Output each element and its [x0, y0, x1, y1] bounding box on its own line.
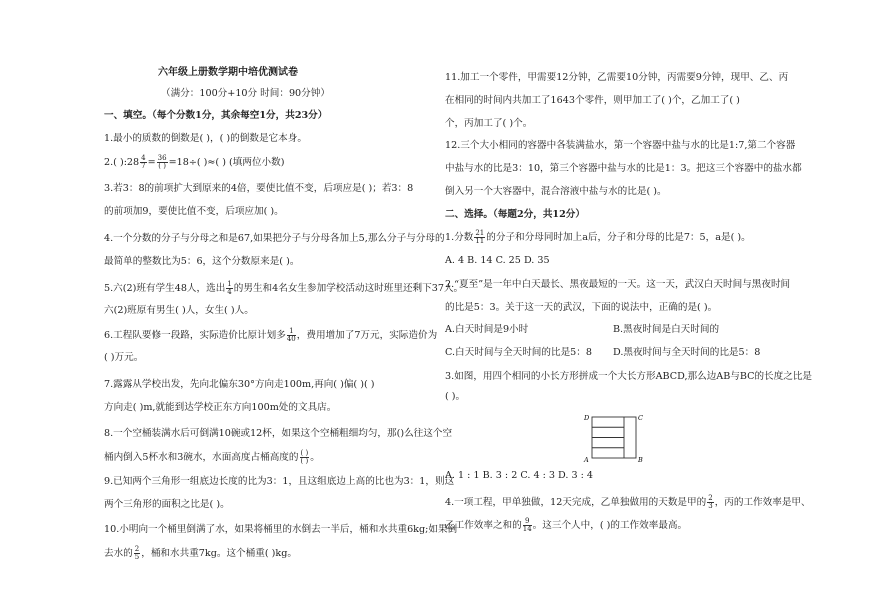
choice-2-line-2: 的比是5：3。关于这一天的武汉，下面的说法中，正确的是( )。: [445, 302, 718, 313]
choice-3-line-2: ( )。: [445, 391, 466, 402]
q2-frac2-num: 36: [157, 154, 167, 162]
c1-text-b: 的分子和分母同时加上a后，分子和分母的比是7：5，a是( )。: [486, 232, 751, 243]
q8-text-a: 桶内倒入5杯水和3碗水，水面高度占桶高度的: [104, 452, 299, 463]
question-3-line-1: 3.若3：8的前项扩大到原来的4倍，要使比值不变，后项应是( )；若3：8: [104, 183, 414, 194]
q8-fraction: [300, 450, 310, 465]
q8-frac-den: ( ): [300, 457, 309, 465]
label-d: D: [584, 414, 590, 422]
c4-fraction-1: [707, 495, 713, 510]
question-9-line-2: 两个三角形的面积之比是( )。: [104, 499, 230, 510]
question-6-line-2: ( )万元。: [104, 352, 144, 363]
c1-frac-num: 21: [475, 229, 485, 237]
choice-2-line-1: 2.“夏至”是一年中白天最长、黑夜最短的一天。这一天，武汉白天时间与黑夜时间: [445, 279, 791, 290]
q2-frac1-den: 7: [141, 162, 146, 170]
q2-text-c: =18÷( )≈( ) (填两位小数): [168, 157, 285, 168]
q6-frac-num: 1: [287, 328, 296, 336]
choice-4-line-1: [445, 495, 811, 510]
choice-3-options: A. 1 : 1 B. 3 : 2 C. 4 : 3 D. 3 : 4: [445, 470, 594, 481]
choice-3-line-1: 3.如图，用四个相同的小长方形拼成一个大长方形ABCD,那么边AB与BC的长度之比是: [445, 371, 813, 382]
question-12-line-2: 中盐与水的比是3：10，第三个容器中盐与水的比是1：3。把这三个容器中的盐水都: [445, 163, 802, 174]
choice-1-options: A. 4 B. 14 C. 25 D. 35: [445, 255, 550, 266]
label-c: C: [638, 414, 643, 422]
choice-2-option-d: D.黑夜时间与全天时间的比是5：8: [613, 347, 761, 358]
q2-text-a: 2.( ):28: [104, 157, 140, 168]
question-10-line-2: [104, 546, 297, 561]
question-5-line-2: 六(2)班原有男生( )人，女生( )人。: [104, 305, 254, 316]
q10-text-b: ，桶和水共重7kg。这个桶重( )kg。: [141, 548, 297, 559]
question-8-line-1: 8.一个空桶装满水后可倒满10碗或12杯，如果这个空桶粗细均匀，那()么往这个空: [104, 428, 453, 439]
q10-frac-den: 5: [134, 553, 140, 561]
q8-text-b: 。: [310, 452, 320, 463]
label-a: A: [584, 456, 589, 464]
c1-fraction: [474, 230, 485, 245]
question-11-line-3: 个，丙加工了( )个。: [445, 118, 533, 129]
q5-frac-den: 4: [227, 288, 232, 296]
exam-title: 六年级上册数学期中培优测试卷: [158, 67, 298, 78]
q2-fraction-2: [157, 155, 168, 170]
q6-frac-den: 40: [286, 335, 296, 343]
question-12-line-1: 12.三个大小相同的容器中各装满盐水，第一个容器中盐与水的比是1:7,第二个容器: [445, 140, 796, 151]
c4-frac2-num: 9: [523, 518, 532, 526]
question-11-line-2: 在相同的时间内共加工了1643个零件，则甲加工了( )个，乙加工了( ): [445, 95, 740, 106]
q5-frac-num: 1: [227, 280, 232, 288]
rectangle-abcd-diagram: [578, 412, 658, 464]
c4-fraction-2: [523, 518, 532, 533]
question-8-line-2: [104, 450, 320, 465]
choice-1: [445, 230, 751, 245]
question-5-line-1: [104, 281, 463, 296]
label-b: B: [638, 456, 643, 464]
c1-text-a: 1.分数: [445, 232, 474, 243]
c4-text-d: 。这三个人中，( )的工作效率最高。: [532, 520, 688, 531]
c4-frac1-den: 3: [708, 502, 713, 510]
q10-frac-num: 2: [134, 545, 140, 553]
choice-2-option-a: A.白天时间是9小时: [445, 324, 529, 335]
question-7-line-1: 7.露露从学校出发，先向北偏东30°方向走100m,再向( )偏( )( ): [104, 379, 375, 390]
question-2: [104, 155, 284, 170]
q8-frac-num: ( ): [300, 449, 309, 457]
question-11-line-1: 11.加工一个零件，甲需要12分钟，乙需要10分钟，丙需要9分钟，现甲、乙、丙: [445, 72, 789, 83]
c4-frac2-den: 14: [522, 525, 532, 533]
c4-frac1-num: 2: [708, 494, 713, 502]
question-9-line-1: 9.已知两个三角形一组底边长度的比为3：1，且这组底边上高的比也为3：1，则这: [104, 476, 455, 487]
q6-fraction: [287, 328, 296, 343]
section-fill-blank: 一、填空。（每个分数1分，其余每空1分，共23分）: [104, 110, 328, 121]
q2-frac2-den: ( ): [158, 162, 166, 170]
exam-subtitle: （满分：100分+10分 时间：90分钟）: [161, 88, 330, 99]
choice-2-option-c: C.白天时间与全天时间的比是5：8: [445, 347, 592, 358]
q5-text-a: 5.六(2)班有学生48人，选出: [104, 283, 226, 294]
c4-text-c: 乙工作效率之和的: [445, 520, 522, 531]
q10-text-a: 去水的: [104, 548, 133, 559]
q2-frac1-num: 4: [141, 154, 146, 162]
q5-text-b: 的男生和4名女生参加学校活动这时班里还剩下37人。: [233, 283, 464, 294]
c1-frac-den: 11: [475, 237, 485, 245]
question-7-line-2: 方向走( )m,就能到达学校正东方向100m处的文具店。: [104, 402, 337, 413]
question-12-line-3: 倒入另一个大容器中，混合溶液中盐与水的比是( )。: [445, 186, 667, 197]
question-1: 1.最小的质数的倒数是( )，( )的倒数是它本身。: [104, 133, 307, 144]
choice-2-option-b: B.黑夜时间是白天时间的: [613, 324, 720, 335]
q5-fraction: [226, 281, 232, 296]
q10-fraction: [134, 546, 140, 561]
q2-fraction-1: [140, 155, 146, 170]
q6-text-a: 6.工程队要修一段路，实际造价比原计划多: [104, 330, 286, 341]
choice-4-line-2: [445, 518, 687, 533]
q2-text-b: =: [147, 157, 156, 168]
question-10-line-1: 10.小明向一个桶里倒满了水，如果将桶里的水倒去一半后，桶和水共重6kg;如果倒: [104, 524, 458, 535]
question-4-line-1: 4.一个分数的分子与分母之和是67,如果把分子与分母各加上5,那么分子与分母的: [104, 233, 445, 244]
q6-text-b: ，费用增加了7万元，实际造价为: [296, 330, 438, 341]
question-6-line-1: [104, 328, 437, 343]
question-4-line-2: 最简单的整数比为5：6，这个分数原来是( )。: [104, 256, 300, 267]
question-3-line-2: 的前项加9，要使比值不变，后项应加( )。: [104, 206, 284, 217]
section-choice: 二、选择。（每题2分，共12分）: [445, 209, 585, 220]
c4-text-b: ，丙的工作效率是甲、: [714, 497, 811, 508]
c4-text-a: 4.一项工程，甲单独做，12天完成，乙单独做用的天数是甲的: [445, 497, 707, 508]
